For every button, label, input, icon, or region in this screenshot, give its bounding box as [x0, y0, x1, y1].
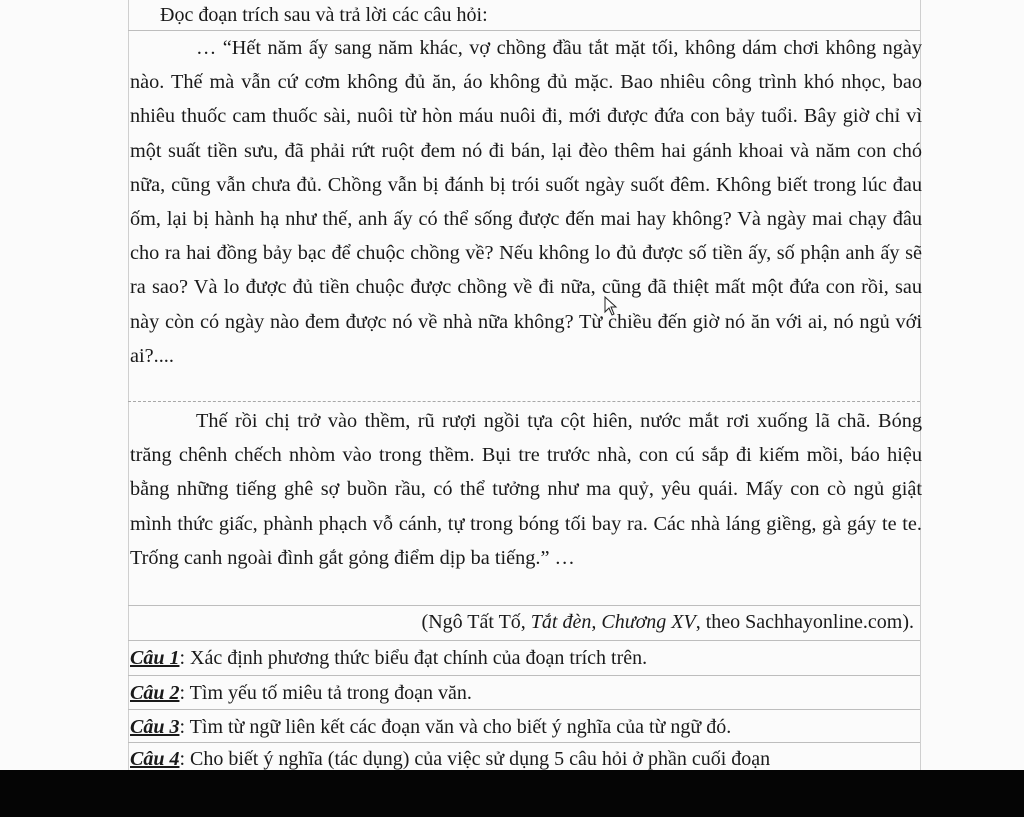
question-label: Câu 4 [130, 748, 180, 770]
instruction-heading: Đọc đoạn trích sau và trả lời các câu hỏi: [160, 4, 488, 26]
paragraph-2-text: Thế rồi chị trở vào thềm, rũ rượi ngồi tựa cột hiên, nước mắt rơi xuống lã chã. Bóng trăng chênh chếch nhòm vào trong thềm. Bụi tre trước nhà, con cú sắp đi kiếm mồi, báo hiệu bằng những tiếng ghê sợ buồn rầu, có thể tưởng như ma quỷ, yêu quái. Mấy con cò ngủ giật mình thức giấc, phành phạch vỗ cánh, tự trong bóng tối bay ra. Các nhà láng giềng, gà gáy te te. Trống canh ngoài đình gắt gỏng điểm dịp ba tiếng.” … [130, 410, 922, 569]
row-divider [128, 401, 920, 402]
question-text: : Tìm từ ngữ liên kết các đoạn văn và cho biết ý nghĩa của từ ngữ đó. [179, 716, 732, 738]
citation-work: Tắt đèn, Chương XV [530, 611, 696, 633]
passage-paragraph-1 [130, 31, 922, 373]
question-label: Câu 3 [130, 716, 180, 738]
left-margin-line [128, 0, 129, 770]
paragraph-1-text: … “Hết năm ấy sang năm khác, vợ chồng đầu tắt mặt tối, không dám chơi không ngày nào. Thế mà vẫn cứ cơm không đủ ăn, áo không đủ mặc. Bao nhiêu công trình khó nhọc, bao nhiêu thuốc cam thuốc sài, nuôi từ hòn máu nuôi đi, mới được đứa con bảy tuổi. Bây giờ chỉ vì một suất tiền sưu, đã phải rứt ruột đem nó đi bán, lại đèo thêm hai gánh khoai và năm con chó nữa, cũng vẫn chưa đủ. Chồng vẫn bị đánh bị trói suốt ngày suốt đêm. Không biết trong lúc đau ốm, lại bị hành hạ như thế, anh ấy có thể sống được đến mai hay không? Và ngày mai chạy đâu cho ra hai đồng bảy bạc để chuộc chồng về? Nếu không lo đủ được số tiền ấy, số phận anh ấy sẽ ra sao? Và lo được đủ tiền chuộc được chồng về đi nữa, cũng đã thiệt mất một đứa con rồi, sau này còn có ngày nào đem được nó về nhà nữa không? Từ chiều đến giờ nó ăn với ai, nó ngủ với ai?.... [130, 37, 922, 367]
question-text: : Tìm yếu tố miêu tả trong đoạn văn. [179, 682, 472, 704]
row-divider [128, 742, 920, 743]
source-citation [422, 609, 914, 635]
question-4 [130, 746, 770, 770]
mouse-cursor-icon [604, 296, 618, 316]
row-divider [128, 640, 920, 641]
black-bottom-bar [0, 770, 1024, 817]
question-3 [130, 714, 731, 740]
citation-site: , theo Sachhayonline.com). [695, 611, 914, 633]
question-label: Câu 2 [130, 682, 180, 704]
row-divider [128, 605, 920, 606]
question-2 [130, 680, 472, 706]
question-text: : Cho biết ý nghĩa (tác dụng) của việc sử dụng 5 câu hỏi ở phần cuối đoạn [179, 748, 771, 770]
row-divider [128, 675, 920, 676]
passage-paragraph-2 [130, 404, 922, 575]
question-1 [130, 645, 647, 671]
question-label: Câu 1 [130, 647, 180, 669]
row-divider [128, 709, 920, 710]
question-text: : Xác định phương thức biểu đạt chính của đoạn trích trên. [179, 647, 648, 669]
citation-author: (Ngô Tất Tố, [421, 611, 531, 633]
